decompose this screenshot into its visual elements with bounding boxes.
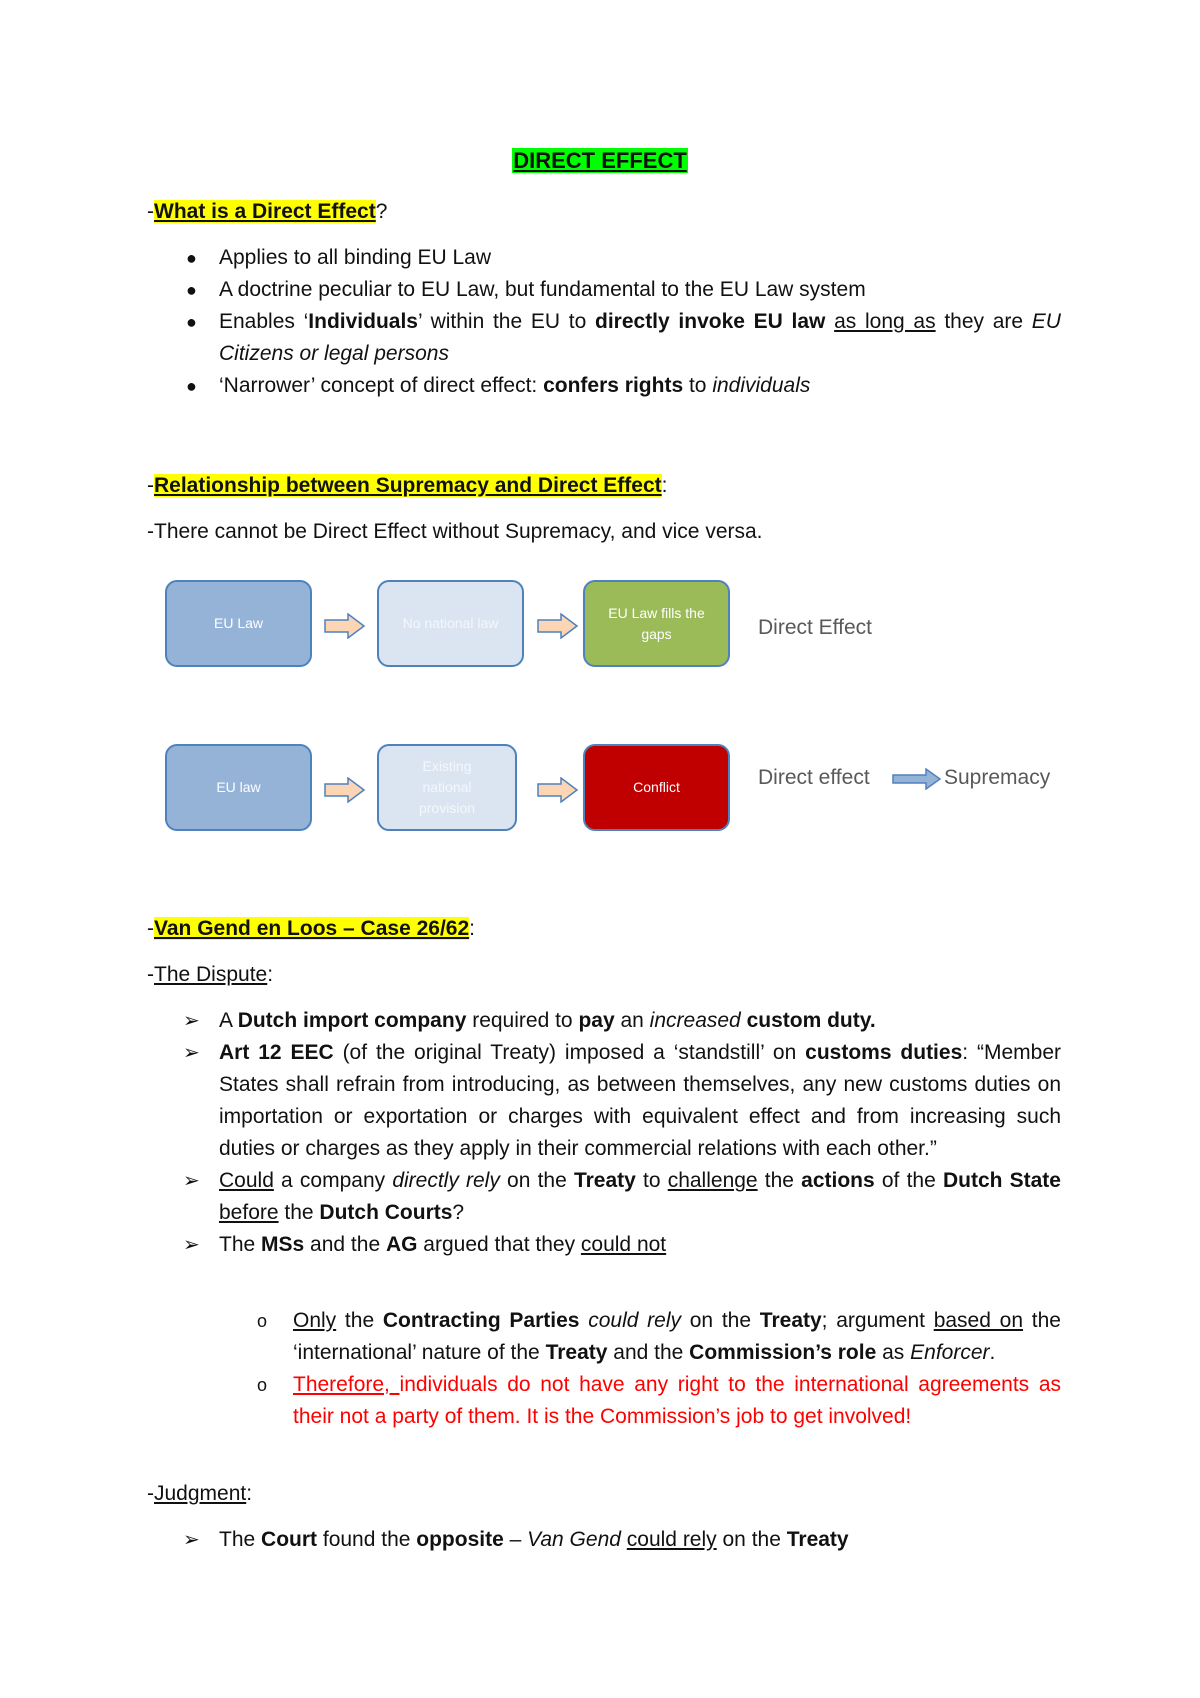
section-heading-relationship: -Relationship between Supremacy and Direct Effect: (147, 474, 668, 497)
direct-effect-label: Direct Effect (758, 616, 872, 639)
list-item: ➢ A Dutch import company required to pay an increased custom duty. (219, 1005, 1061, 1037)
list-item: ● Applies to all binding EU Law (219, 242, 1061, 274)
subheading-dispute: -The Dispute: (147, 963, 274, 986)
list-item: ➢ The MSs and the AG argued that they could not (219, 1229, 1061, 1261)
list-item: ● Enables ‘Individuals’ within the EU to directly invoke EU law as long as they are EU Citizens or legal persons (219, 306, 1061, 370)
arrow-bullet-icon: ➢ (183, 1234, 200, 1256)
section-heading-judgment: -Judgment: (147, 1482, 253, 1505)
supremacy-label: Supremacy (944, 766, 1051, 789)
arrow-bullet-icon: ➢ (183, 1042, 200, 1064)
circle-bullet-icon: o (257, 1375, 268, 1395)
page-title: DIRECT EFFECT (513, 148, 687, 173)
dispute-list (183, 1005, 1062, 1261)
flow-arrow-icon (324, 613, 366, 639)
circle-bullet-icon: o (257, 1311, 268, 1331)
eu-law-box: EU Law (165, 580, 312, 667)
direct-effect-label-2: Direct effect (758, 766, 870, 789)
dispute-sublist (257, 1305, 1061, 1433)
arrow-bullet-icon: ➢ (183, 1529, 200, 1551)
list-item: o Therefore, individuals do not have any right to the international agreements as their not a party of them. It is the Commission’s job to get involved! (293, 1369, 1061, 1433)
list-item: ➢ Art 12 EEC (of the original Treaty) imposed a ‘standstill’ on customs duties: “Member States shall refrain from introducing, as between themselves, any new customs duties on importation or exportation or charges with equivalent effect and from increasing such duties or charges as they apply in their commercial relations with each other.” (219, 1037, 1061, 1165)
section-heading-van-gend: -Van Gend en Loos – Case 26/62: (147, 917, 475, 940)
flow-arrow-icon (537, 777, 579, 803)
arrow-bullet-icon: ➢ (183, 1010, 200, 1032)
list-item: o Only the Contracting Parties could rely on the Treaty; argument based on the ‘international’ nature of the Treaty and the Commission’s role as Enforcer. (293, 1305, 1061, 1369)
list-item: ● ‘Narrower’ concept of direct effect: confers rights to individuals (219, 370, 1061, 402)
relationship-statement: -There cannot be Direct Effect without Supremacy, and vice versa. (147, 520, 763, 543)
list-item: ● A doctrine peculiar to EU Law, but fundamental to the EU Law system (219, 274, 1061, 306)
list-item: ➢ The Court found the opposite – Van Gend could rely on the Treaty (219, 1524, 1061, 1556)
eu-law-box-2: EU law (165, 744, 312, 831)
bullet-marker: ● (186, 376, 197, 396)
flow-arrow-icon (537, 613, 579, 639)
bullet-marker: ● (186, 248, 197, 268)
conflict-box: Conflict (583, 744, 730, 831)
section-heading-what-is: -What is a Direct Effect? (147, 200, 388, 223)
arrow-bullet-icon: ➢ (183, 1170, 200, 1192)
no-national-law-box: No national law (377, 580, 524, 667)
bullet-marker: ● (186, 312, 197, 332)
judgment-list (183, 1524, 1061, 1556)
bullet-marker: ● (186, 280, 197, 300)
eu-law-fills-gaps-box: EU Law fills the gaps (583, 580, 730, 667)
list-item: ➢ Could a company directly rely on the Treaty to challenge the actions of the Dutch State before the Dutch Courts? (219, 1165, 1061, 1229)
flow-arrow-icon (324, 777, 366, 803)
existing-national-provision-box: Existing national provision (377, 744, 517, 831)
direct-effect-bullets (186, 242, 1061, 402)
arrow-right-icon (892, 768, 942, 790)
